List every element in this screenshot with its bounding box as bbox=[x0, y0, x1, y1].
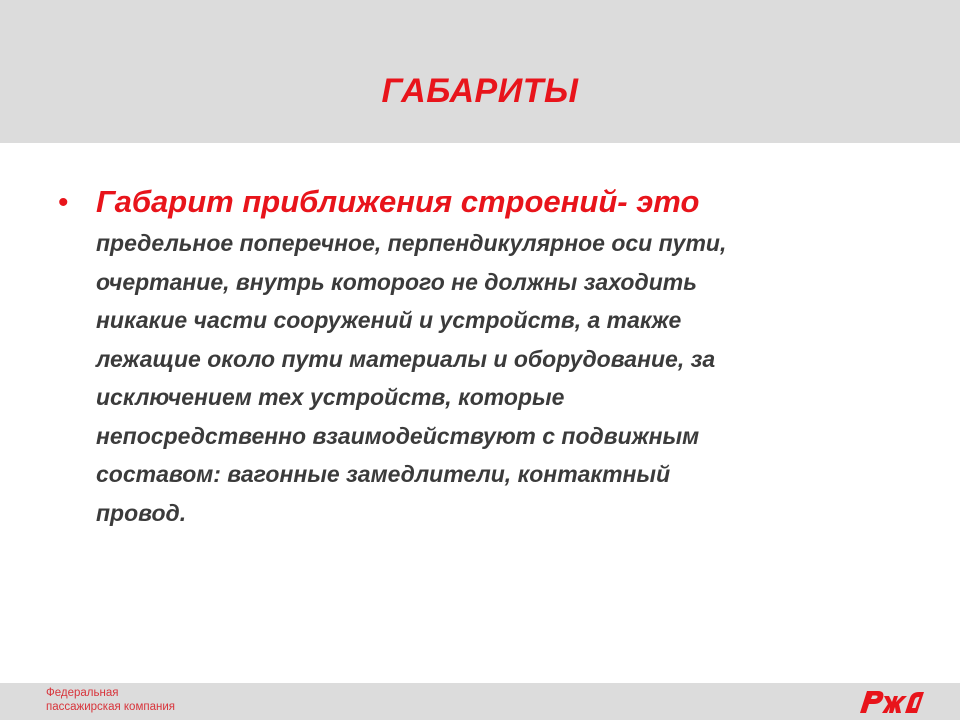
bullet-item bbox=[58, 180, 878, 532]
slide-title: ГАБАРИТЫ bbox=[381, 72, 579, 110]
rzd-logo-icon bbox=[858, 686, 926, 716]
definition-term: Габарит приближения строений- это bbox=[96, 184, 700, 219]
definition-text: предельное поперечное, перпендикулярное оси пути, очертание, внутрь которого не должны заходить никакие части сооружений и устройств, а также лежащие около пути материалы и оборудование, за исключением тех устройств, которые непосредственно взаимодействуют с подвижным составом: вагонные замедлители, контактный провод. bbox=[96, 230, 727, 526]
slide-content bbox=[58, 180, 878, 532]
company-name: Федеральная пассажирская компания bbox=[46, 687, 175, 713]
bullet-dot-icon: • bbox=[58, 186, 69, 219]
